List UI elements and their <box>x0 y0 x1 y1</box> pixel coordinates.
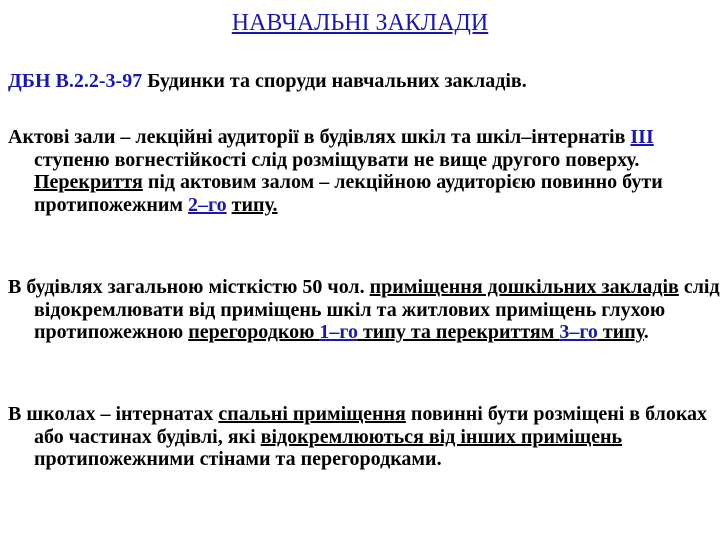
text-segment: ступеню вогнестійкості слід розміщувати не вище другого поверху. <box>34 148 640 171</box>
fire-resistance-degree: ІІІ <box>630 126 654 148</box>
text-segment: повинні бути розміщені в блоках або частинах будівлі, які <box>34 403 708 448</box>
text-segment: слід відокремлювати від приміщень шкіл та житлових приміщень глухою протипожежною <box>34 276 720 343</box>
norm-title: Будинки та споруди навчальних закладів. <box>142 70 527 92</box>
fire-type-3: 3–го <box>559 321 598 343</box>
text-segment: під актовим залом – лекційною аудиторією повинно бути протипожежним <box>34 171 663 216</box>
term-partition: перегородкою <box>188 321 320 343</box>
term-overlap: Перекриття <box>34 171 143 193</box>
page-title: НАВЧАЛЬНІ ЗАКЛАДИ <box>231 10 489 36</box>
paragraph-boarding-schools <box>8 403 720 471</box>
subtitle <box>8 70 708 93</box>
text-segment: Актові зали – лекційні аудиторії в будівлях шкіл та шкіл–інтернатів <box>8 126 631 148</box>
paragraph-preschool <box>8 276 720 344</box>
term-preschool-rooms: приміщення дошкільних закладів <box>369 276 679 298</box>
fire-type-1: 1–го <box>319 321 358 343</box>
term-type: типу <box>597 321 644 343</box>
fire-type-2: 2–го <box>188 193 227 216</box>
text-segment: . <box>643 321 649 343</box>
text-segment: В школах – інтернатах <box>8 403 219 425</box>
paragraph-assembly-halls <box>8 126 720 216</box>
term-bedrooms: спальні приміщення <box>218 403 406 425</box>
term-type-overlap: типу та перекриттям <box>357 321 560 343</box>
norm-code: ДБН В.2.2-3-97 <box>8 70 143 92</box>
term-type: типу. <box>231 193 278 216</box>
text-segment: протипожежними стінами та перегородками. <box>34 448 442 470</box>
term-separated: відокремлюються від інших приміщень <box>260 425 623 448</box>
text-segment: В будівлях загальною місткістю 50 чол. <box>8 276 370 298</box>
